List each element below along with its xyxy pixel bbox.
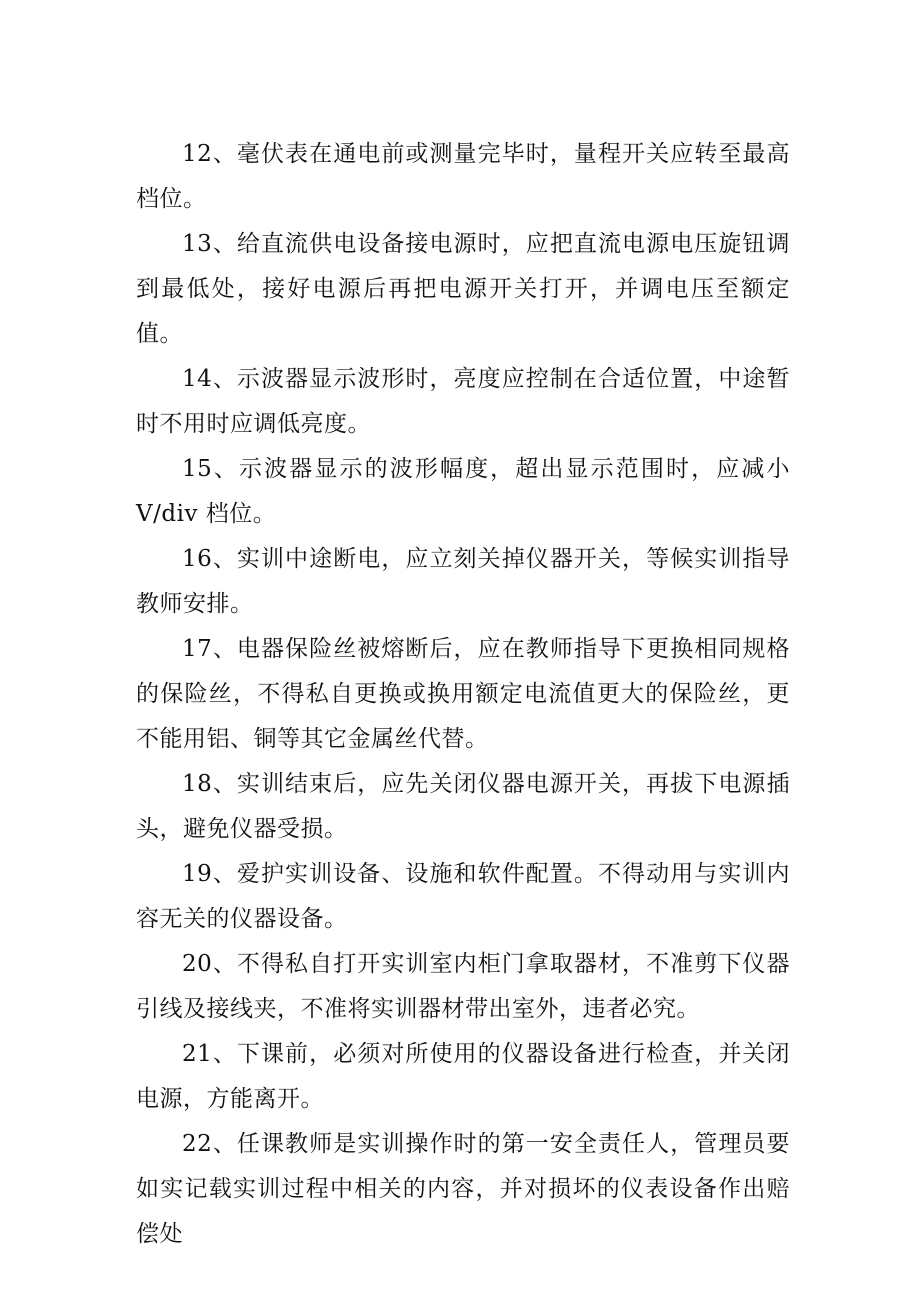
rule-paragraph-13: 13、给直流供电设备接电源时，应把直流电源电压旋钮调到最低处，接好电源后再把电源开关打开，并调电压至额定值。 [136,231,790,347]
rule-paragraph-12: 12、毫伏表在通电前或测量完毕时，量程开关应转至最高档位。 [136,141,790,212]
rule-paragraph-22: 22、任课教师是实训操作时的第一安全责任人，管理员要如实记载实训过程中相关的内容，并对损坏的仪表设备作出赔偿处 [136,1131,790,1247]
rule-paragraph-18: 18、实训结束后，应先关闭仪器电源开关，再拔下电源插头，避免仪器受损。 [136,771,790,842]
rule-paragraph-16: 16、实训中途断电，应立刻关掉仪器开关，等候实训指导教师安排。 [136,546,790,617]
rule-paragraph-17: 17、电器保险丝被熔断后，应在教师指导下更换相同规格的保险丝，不得私自更换或换用额定电流值更大的保险丝，更不能用铝、铜等其它金属丝代替。 [136,636,790,752]
rule-paragraph-21: 21、下课前，必须对所使用的仪器设备进行检查，并关闭电源，方能离开。 [136,1041,790,1112]
rule-paragraph-15: 15、示波器显示的波形幅度，超出显示范围时，应减小 V/div 档位。 [136,456,790,527]
rule-paragraph-20: 20、不得私自打开实训室内柜门拿取器材，不准剪下仪器引线及接线夹，不准将实训器材带出室外，违者必究。 [136,951,790,1022]
rule-paragraph-19: 19、爱护实训设备、设施和软件配置。不得动用与实训内容无关的仪器设备。 [136,861,790,932]
document-body [136,132,790,1257]
rule-paragraph-14: 14、示波器显示波形时，亮度应控制在合适位置，中途暂时不用时应调低亮度。 [136,366,790,437]
